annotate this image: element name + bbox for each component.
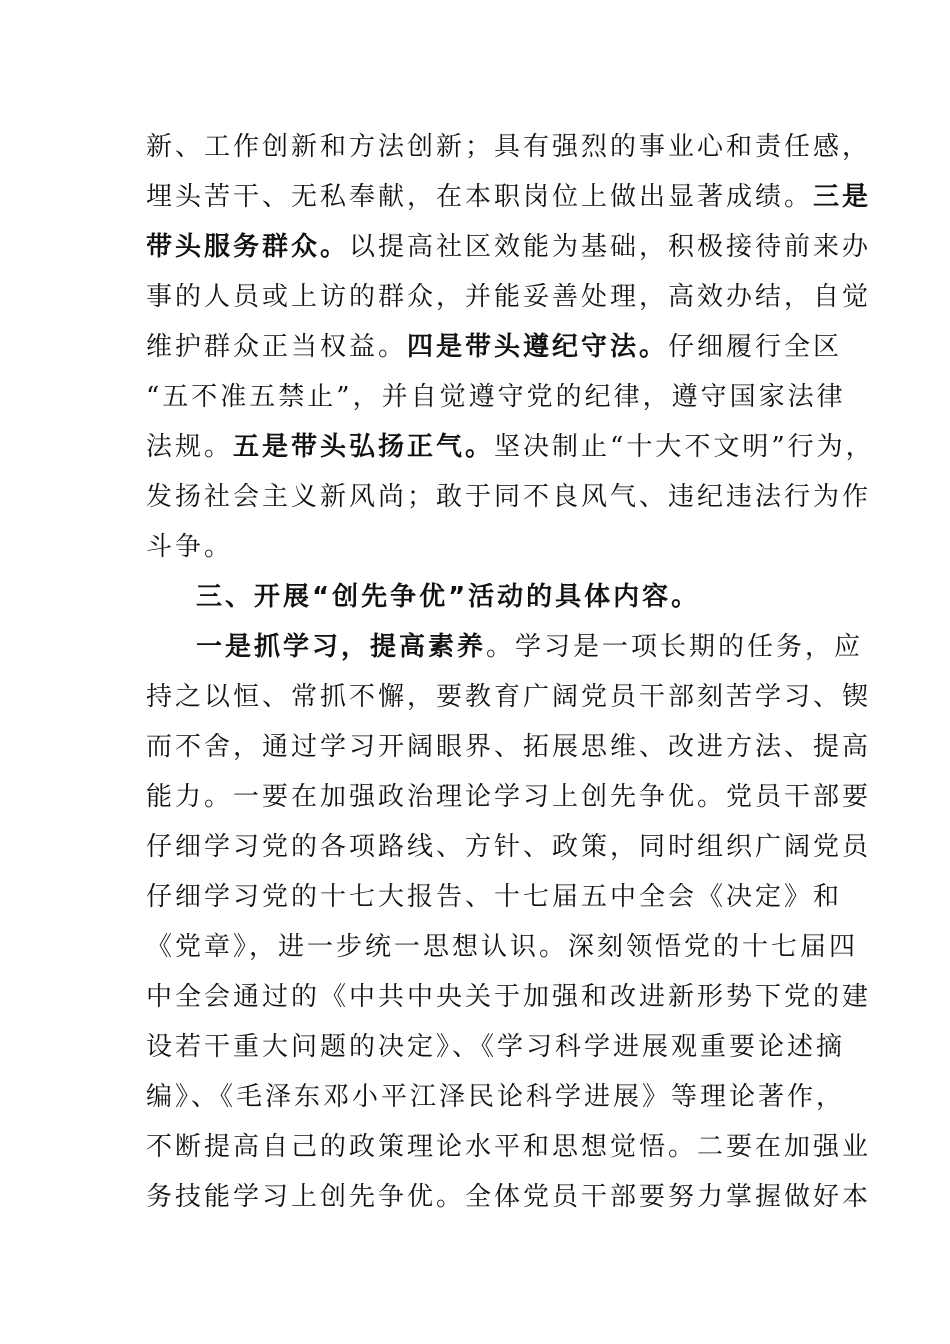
body-text: 斗争。 [146, 532, 234, 562]
body-text: 仔细学习党的各项路线、方针、政策，同时组织广阔党员 [146, 832, 872, 862]
text-line [146, 222, 872, 272]
body-text: 坚决制止“十大不文明”行为， [494, 432, 875, 462]
body-text: 而不舍，通过学习开阔眼界、拓展思维、改进方法、提高 [146, 732, 872, 762]
body-text: 埋头苦干、无私奉献，在本职岗位上做出显著成绩。 [146, 182, 814, 212]
text-line [146, 122, 872, 172]
bold-text: 带头服务群众。 [146, 232, 350, 262]
text-line [146, 972, 872, 1022]
bold-text: 五是带头弘扬正气。 [233, 432, 495, 462]
body-text: 发扬社会主义新风尚；敢于同不良风气、违纪违法行为作 [146, 482, 872, 512]
text-line [146, 322, 843, 372]
body-text: 事的人员或上访的群众，并能妥善处理，高效办结，自觉 [146, 282, 872, 312]
body-text: “五不准五禁止”，并自觉遵守党的纪律，遵守国家法律 [146, 382, 846, 412]
text-line [146, 722, 872, 772]
body-text: 不断提高自己的政策理论水平和思想觉悟。二要在加强业 [146, 1132, 872, 1162]
text-line [146, 1122, 872, 1172]
body-text: 持之以恒、常抓不懈，要教育广阔党员干部刻苦学习、锲 [146, 682, 872, 712]
body-text: 新、工作创新和方法创新；具有强烈的事业心和责任感， [146, 132, 872, 162]
text-line [146, 1072, 846, 1122]
body-text: 中全会通过的《中共中央关于加强和改进新形势下党的建 [146, 982, 872, 1012]
text-line [146, 272, 872, 322]
body-text: 。学习是一项长期的任务，应 [486, 632, 864, 662]
body-text: 仔细履行全区 [668, 332, 843, 362]
text-line [146, 1022, 846, 1072]
text-line [146, 772, 872, 822]
body-text: 《党章》，进一步统一思想认识。深刻领悟党的十七届四 [146, 932, 859, 962]
body-text: 能力。一要在加强政治理论学习上创先争优。党员干部要 [146, 782, 872, 812]
body-text: 法规。 [146, 432, 234, 462]
text-line [146, 1172, 872, 1222]
text-line [146, 872, 843, 922]
body-text: 维护群众正当权益。 [146, 332, 408, 362]
text-line [146, 672, 872, 722]
text-line [146, 472, 872, 522]
text-line [146, 422, 875, 472]
bold-text: 一是抓学习，提高素养 [196, 632, 487, 662]
text-line [146, 822, 872, 872]
bold-text: 三是 [813, 182, 872, 212]
text-line [146, 922, 859, 972]
body-text: 编》、《毛泽东邓小平江泽民论科学进展》等理论著作， [146, 1082, 846, 1112]
body-text: 务技能学习上创先争优。全体党员干部要努力掌握做好本 [146, 1182, 872, 1212]
bold-text: 三、开展“创先争优”活动的具体内容。 [196, 582, 701, 612]
bold-text: 四是带头遵纪守法。 [407, 332, 669, 362]
body-text: 设若干重大问题的决定》、《学习科学进展观重要论述摘 [146, 1032, 846, 1062]
text-line [196, 572, 826, 622]
text-line [196, 622, 864, 672]
text-line [146, 522, 826, 572]
body-text: 以提高社区效能为基础，积极接待前来办 [349, 232, 872, 262]
body-text: 仔细学习党的十七大报告、十七届五中全会《决定》和 [146, 882, 843, 912]
text-line [146, 372, 846, 422]
text-line [146, 172, 872, 222]
